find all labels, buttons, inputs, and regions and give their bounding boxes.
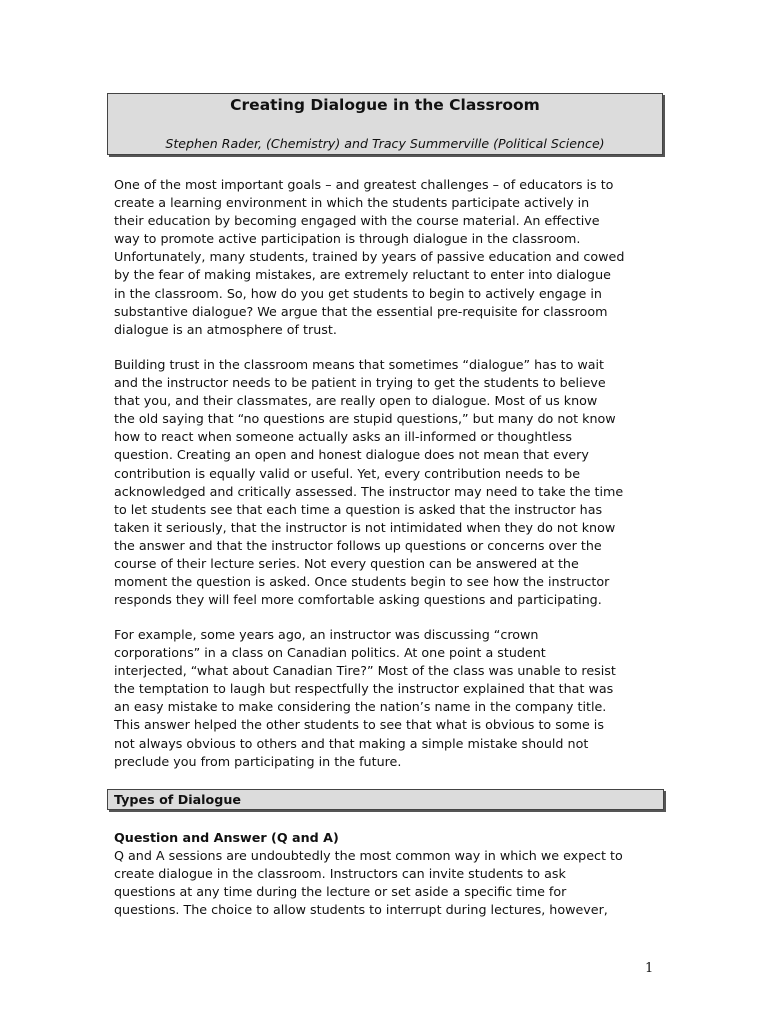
text-line: responds they will feel more comfortable asking questions and participating. — [114, 592, 602, 608]
title-box — [107, 93, 663, 155]
text-line: the temptation to laugh but respectfully the instructor explained that that was — [114, 681, 614, 697]
text-line: Unfortunately, many students, trained by years of passive education and cowed — [114, 249, 625, 265]
text-line: create dialogue in the classroom. Instructors can invite students to ask — [114, 866, 566, 882]
text-line: way to promote active participation is through dialogue in the classroom. — [114, 231, 581, 247]
paragraph-intro — [114, 176, 674, 339]
text-line: question. Creating an open and honest dialogue does not mean that every — [114, 447, 589, 463]
text-line: This answer helped the other students to see that what is obvious to some is — [114, 717, 604, 733]
text-line: the old saying that “no questions are stupid questions,” but many do not know — [114, 411, 616, 427]
text-line: substantive dialogue? We argue that the essential pre-requisite for classroom — [114, 303, 608, 319]
text-line: For example, some years ago, an instructor was discussing “crown — [114, 627, 539, 642]
subheading: Question and Answer (Q and A) — [114, 830, 339, 845]
text-line: corporations” in a class on Canadian politics. At one point a student — [114, 645, 546, 661]
document-title: Creating Dialogue in the Classroom — [230, 96, 540, 114]
text-line: interjected, “what about Canadian Tire?” Most of the class was unable to resist — [114, 663, 616, 679]
paragraph-trust — [114, 356, 674, 609]
text-line: preclude you from participating in the future. — [114, 753, 402, 769]
text-line: the answer and that the instructor follows up questions or concerns over the — [114, 537, 602, 553]
text-line: questions at any time during the lecture or set aside a specific time for — [114, 884, 567, 900]
text-line: create a learning environment in which the students participate actively in — [114, 195, 590, 211]
section-title: Types of Dialogue — [114, 792, 241, 807]
text-line: One of the most important goals – and greatest challenges – of educators is to — [114, 177, 614, 192]
text-line: Q and A sessions are undoubtedly the most common way in which we expect to — [114, 848, 623, 863]
page-number: 1 — [645, 961, 654, 976]
text-line: course of their lecture series. Not every question can be answered at the — [114, 556, 579, 572]
text-line: not always obvious to others and that making a simple mistake should not — [114, 735, 589, 751]
text-line: and the instructor needs to be patient in trying to get the students to believe — [114, 375, 606, 391]
paragraph-qa — [114, 847, 674, 919]
text-line: in the classroom. So, how do you get students to begin to actively engage in — [114, 285, 602, 301]
paragraph-example — [114, 626, 674, 771]
document-authors: Stephen Rader, (Chemistry) and Tracy Summerville (Political Science) — [165, 136, 605, 151]
text-line: acknowledged and critically assessed. The instructor may need to take the time — [114, 483, 624, 499]
text-line: how to react when someone actually asks an ill-informed or thoughtless — [114, 429, 572, 445]
text-line: contribution is equally valid or useful. Yet, every contribution needs to be — [114, 465, 581, 481]
text-line: to let students see that each time a question is asked that the instructor has — [114, 501, 603, 517]
text-line: taken it seriously, that the instructor is not intimidated when they do not know — [114, 519, 616, 535]
text-line: Building trust in the classroom means that sometimes “dialogue” has to wait — [114, 357, 605, 372]
text-line: that you, and their classmates, are really open to dialogue. Most of us know — [114, 393, 598, 409]
section-heading-box — [107, 789, 664, 810]
text-line: moment the question is asked. Once students begin to see how the instructor — [114, 574, 610, 590]
text-line: an easy mistake to make considering the nation’s name in the company title. — [114, 699, 607, 715]
text-line: by the fear of making mistakes, are extremely reluctant to enter into dialogue — [114, 267, 611, 283]
text-line: questions. The choice to allow students to interrupt during lectures, however, — [114, 902, 608, 918]
text-line: their education by becoming engaged with the course material. An effective — [114, 213, 600, 229]
text-line: dialogue is an atmosphere of trust. — [114, 321, 337, 337]
